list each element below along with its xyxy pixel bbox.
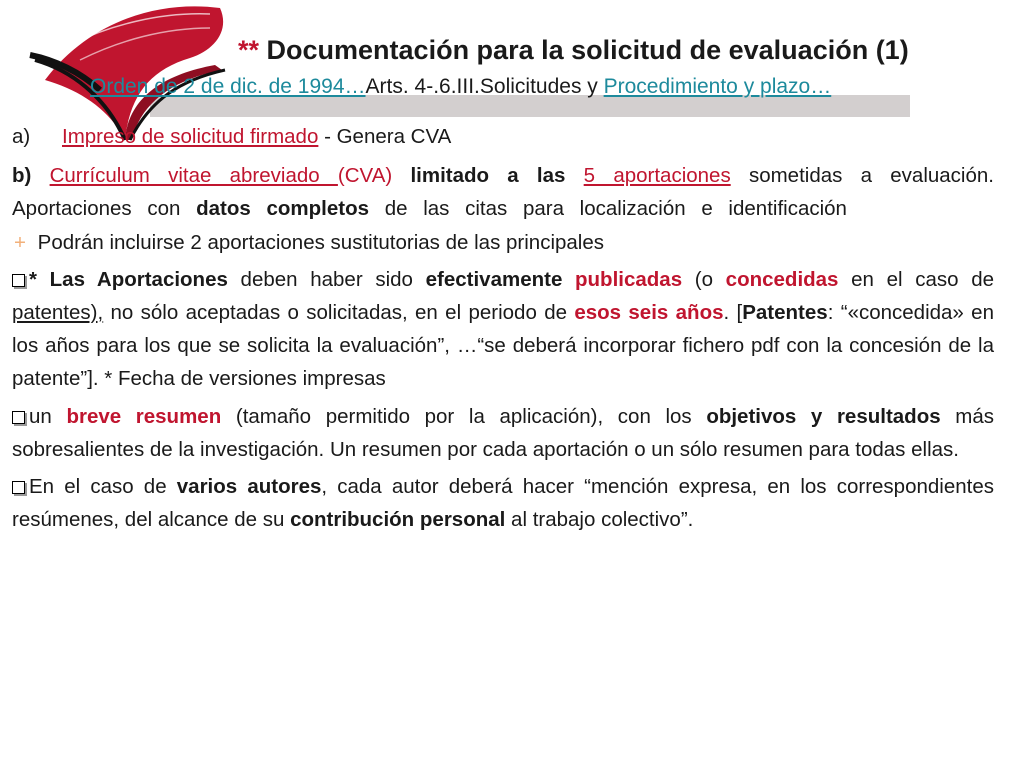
- five-aportaciones: 5 aportaciones: [583, 164, 731, 188]
- title-text: Documentación para la solicitud de evaluación (1): [266, 35, 909, 65]
- aport-seis-anos: esos seis años: [574, 301, 724, 325]
- aport-t4: no sólo aceptadas o solicitadas, en el periodo de: [103, 301, 575, 325]
- aport-t5: . [: [723, 301, 743, 325]
- subtitle-line: [90, 75, 831, 99]
- item-b-t1: sometidas a evaluación: [730, 164, 989, 188]
- plus-line-text: Podrán incluirse 2 aportaciones sustitutorias de las principales: [31, 230, 605, 254]
- objetivos-resultados: objetivos y resultados: [706, 404, 941, 428]
- main-content: [12, 120, 994, 536]
- aport-efectivamente: efectivamente: [425, 267, 563, 291]
- aport-patentes: patentes),: [12, 301, 104, 325]
- aport-t1: deben haber sido: [227, 267, 426, 291]
- datos-completos: datos completos: [196, 197, 369, 221]
- item-b-t2: . Aportaciones con: [12, 164, 994, 221]
- aport-t2: (o: [682, 267, 726, 291]
- title-stars: **: [238, 35, 260, 65]
- aport-patentes-label: Patentes: [742, 301, 828, 325]
- resumen-t1: un: [29, 404, 67, 428]
- orden-link[interactable]: Orden de 2 de dic. de 1994…: [90, 75, 366, 98]
- procedimiento-link[interactable]: Procedimiento y plazo…: [603, 75, 832, 98]
- autores-t3: al trabajo colectivo”.: [505, 508, 694, 532]
- para-aportaciones: [12, 263, 994, 396]
- para-autores: [12, 470, 994, 536]
- aport-publicadas: publicadas: [575, 267, 683, 291]
- checkbox-bullet-icon: [12, 481, 25, 494]
- plus-icon: +: [14, 230, 26, 254]
- item-b-t3: de las citas para localización e identificación: [369, 197, 847, 221]
- plus-line: [12, 226, 994, 259]
- resumen-t2: (tamaño permitido por la aplicación), con los: [221, 404, 707, 428]
- item-b-letter: b): [12, 164, 50, 188]
- aport-t3: en el caso de: [838, 267, 994, 291]
- cva-abbr: (CVA): [337, 164, 393, 188]
- breve-resumen: breve resumen: [66, 404, 222, 428]
- checkbox-bullet-icon: [12, 274, 25, 287]
- item-a-letter: a): [12, 125, 31, 148]
- aport-concedidas: concedidas: [725, 267, 839, 291]
- subtitle-text: Arts. 4-.6.III.Solicitudes y: [365, 75, 604, 98]
- autores-t1: En el caso de: [29, 475, 177, 499]
- checkbox-bullet-icon: [12, 411, 25, 424]
- varios-autores: varios autores: [176, 475, 322, 499]
- contribucion-personal: contribución personal: [290, 508, 506, 532]
- page-title: [238, 35, 909, 66]
- resumen-t3: más sobresalientes de la investigación. Un resumen por cada aportación o un sólo resumen para todas ellas.: [12, 404, 994, 461]
- aport-t6: : “«concedida» en los años para los que se solicita la evaluación”, …“se deberá incorporar fichero pdf con la concesión de la patente”]. * Fecha de versiones impresas: [12, 301, 994, 391]
- aport-space: [562, 268, 575, 291]
- autores-t2: , cada autor deberá hacer “mención expresa, en los correspondientes resúmenes, del alcance de su: [12, 475, 994, 532]
- item-a: [12, 120, 994, 153]
- para-resumen: [12, 400, 994, 466]
- item-b-limit: limitado a las: [392, 164, 584, 188]
- item-a-rest: - Genera CVA: [318, 125, 452, 148]
- aport-star: *: [29, 267, 50, 291]
- item-b: [12, 159, 994, 225]
- impreso-link[interactable]: Impreso de solicitud firmado: [62, 125, 319, 148]
- cva-link[interactable]: Currículum vitae abreviado: [49, 164, 338, 188]
- aport-lead: Las Aportaciones: [49, 267, 228, 291]
